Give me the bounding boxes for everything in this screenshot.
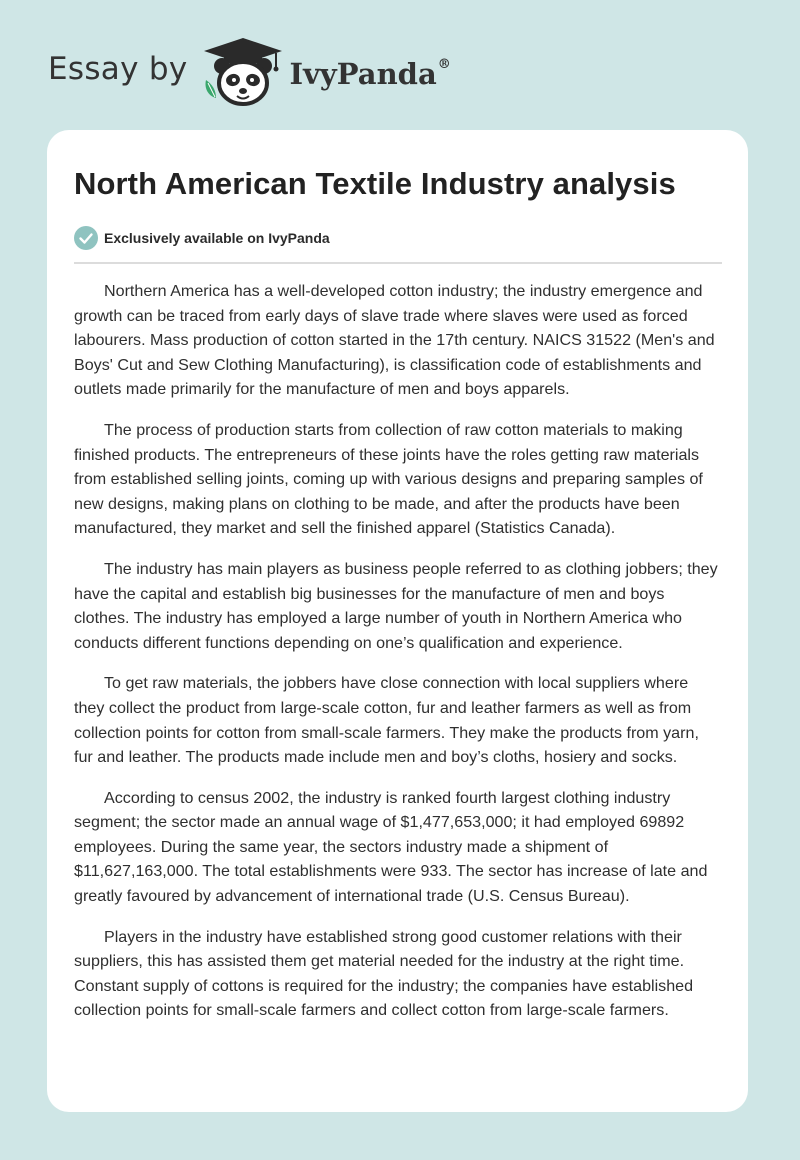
- essay-body: [74, 279, 722, 1023]
- page-title: North American Textile Industry analysis: [74, 166, 676, 201]
- essay-card: [47, 130, 748, 1112]
- paragraph: To get raw materials, the jobbers have close connection with local suppliers where they collect the product from large-scale cotton, fur and leather farmers as well as from collection points for cotton from small-scale farmers. They make the products from yarn, fur and leather. The products made include men and boy’s cloths, hosiery and socks.: [74, 674, 699, 767]
- paragraph: The process of production starts from collection of raw cotton materials to making finished products. The entrepreneurs of these joints have the roles getting raw materials from established selling joints, coming up with various designs and preparing samples of new designs, making plans on clothing to be made, and after the products have been manufactured, they market and sell the finished apparel (Statistics Canada).: [74, 420, 703, 538]
- exclusive-badge: [74, 226, 722, 250]
- check-circle-icon: [74, 226, 98, 250]
- essay-by-label: Essay by: [48, 51, 188, 87]
- exclusive-badge-text: Exclusively available on IvyPanda: [104, 230, 330, 246]
- divider: [74, 262, 722, 264]
- paragraph: The industry has main players as business people referred to as clothing jobbers; they have the capital and establish big businesses for the manufacture of men and boys clothes. The industry has employed a large number of youth in Northern America who conducts different functions depending on one’s qualification and experience.: [74, 559, 718, 652]
- panda-graduate-icon: [200, 36, 286, 108]
- paragraph: Players in the industry have established strong good customer relations with their suppliers, this has assisted them get material needed for the industry at the right time. Constant supply of cottons is required for the industry; the companies have established collection points for small-scale farmers and collect cotton from large-scale farmers.: [74, 927, 694, 1020]
- paragraph: According to census 2002, the industry is ranked fourth largest clothing industry segment; the sector made an annual wage of $1,477,653,000; it had employed 69892 employees. During the same year, the sectors industry made a shipment of $11,627,163,000. The total establishments were 933. The sector has increase of late and greatly favoured by advancement of international trade (U.S. Census Bureau).: [74, 788, 708, 906]
- brand-name: IvyPanda®: [289, 57, 451, 91]
- paragraph: Northern America has a well-developed cotton industry; the industry emergence and growth can be traced from early days of slave trade where slaves were used as forced labourers. Mass production of cotton started in the 17th century. NAICS 31522 (Men's and Boys' Cut and Sew Clothing Manufacturing), is classification code of establishments and outlets made primarily for the manufacture of men and boys apparels.: [74, 282, 715, 399]
- registered-mark: ®: [437, 57, 451, 72]
- brand-header: [48, 36, 451, 108]
